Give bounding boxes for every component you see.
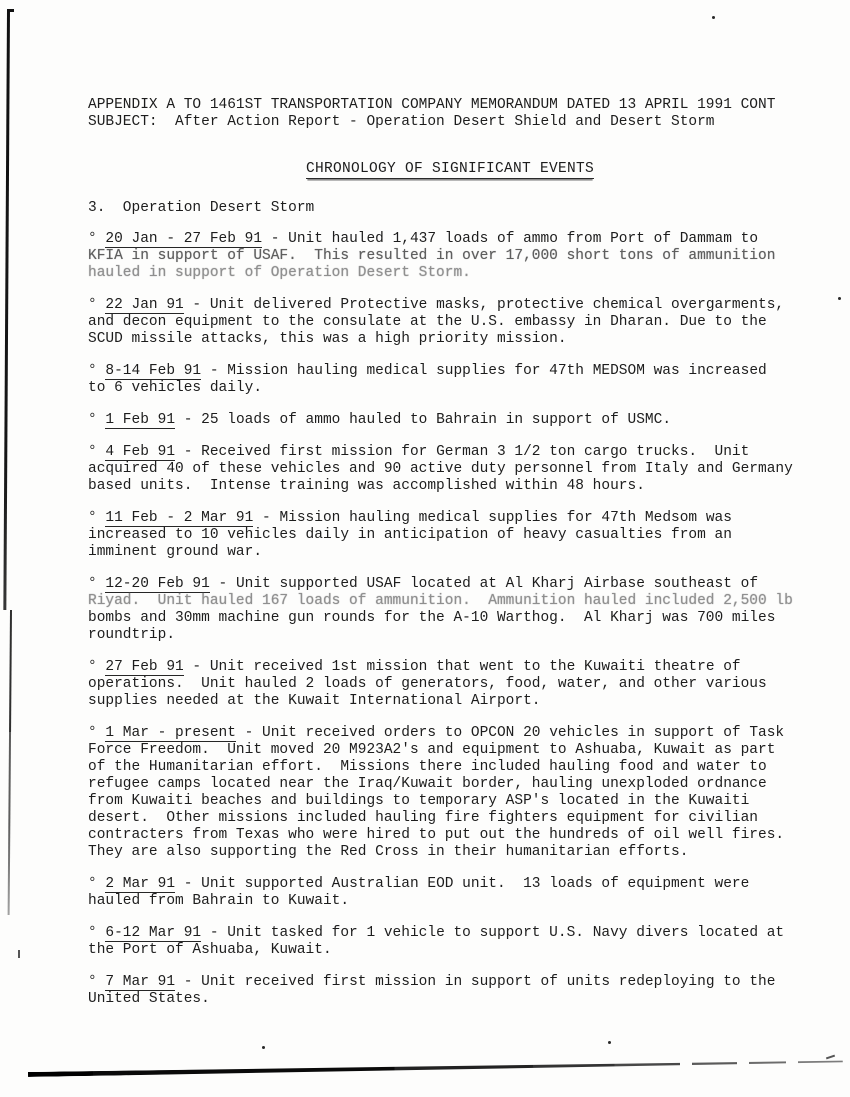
scan-artifact-left-edge	[8, 610, 12, 915]
document-content	[88, 97, 812, 1023]
event-line: Unit received 1st mission that went to the Kuwaiti theatre of	[209, 659, 741, 675]
event-date: 27 Feb 91	[105, 659, 184, 675]
event-line: SCUD missile attacks, this was a high priority mission.	[88, 331, 567, 347]
event-paragraph	[88, 444, 812, 495]
event-line: imminent ground war.	[88, 544, 263, 560]
event-paragraph	[88, 297, 812, 348]
event-date: 7 Mar 91	[105, 974, 176, 990]
event-line: 25 loads of ammo hauled to Bahrain in support of USMC.	[201, 412, 672, 428]
bullet-marker: °	[88, 510, 106, 526]
bullet-marker: °	[88, 925, 106, 941]
bullet-marker: °	[88, 659, 106, 675]
event-line: of the Humanitarian effort. Missions there included hauling food and water to	[88, 759, 767, 775]
event-line: the Port of Ashuaba, Kuwait.	[88, 942, 332, 958]
event-date: 1 Mar - present	[105, 725, 236, 741]
event-paragraph	[88, 876, 812, 910]
event-line: Mission hauling medical supplies for 47th Medsom was	[279, 510, 732, 526]
bullet-marker: °	[88, 231, 106, 247]
event-line: roundtrip.	[88, 627, 176, 643]
event-line: They are also supporting the Red Cross in their humanitarian efforts.	[88, 844, 689, 860]
bullet-marker: °	[88, 363, 106, 379]
date-separator: -	[209, 576, 236, 592]
scan-speck	[18, 950, 20, 958]
bullet-marker: °	[88, 444, 106, 460]
event-line: United States.	[88, 991, 210, 1007]
date-separator: -	[175, 444, 202, 460]
event-date: 4 Feb 91	[105, 444, 176, 460]
scan-speck	[838, 297, 841, 300]
event-line: bombs and 30mm machine gun rounds for the A-10 Warthog. Al Kharj was 700 miles	[88, 610, 776, 626]
event-line: hauled from Bahrain to Kuwait.	[88, 893, 350, 909]
event-line: operations. Unit hauled 2 loads of generators, food, water, and other various	[88, 676, 767, 692]
event-line: Mission hauling medical supplies for 47th MEDSOM was increased	[227, 363, 767, 379]
event-date: 2 Mar 91	[105, 876, 176, 892]
event-line: desert. Other missions included hauling fire fighters equipment for civilian	[88, 810, 759, 826]
event-date: 8-14 Feb 91	[105, 363, 202, 379]
event-line: Unit received orders to OPCON 20 vehicles in support of Task	[262, 725, 785, 741]
event-paragraph	[88, 725, 812, 861]
bullet-marker: °	[88, 725, 106, 741]
events-list	[88, 231, 812, 1008]
event-paragraph	[88, 659, 812, 710]
event-line: refugee camps located near the Iraq/Kuwait border, hauling unexploded ordnance	[88, 776, 767, 792]
event-date: 12-20 Feb 91	[105, 576, 210, 592]
event-line: Unit delivered Protective masks, protective chemical overgarments,	[209, 297, 785, 313]
page-title: CHRONOLOGY OF SIGNIFICANT EVENTS	[305, 161, 595, 177]
scan-artifact	[826, 1055, 835, 1060]
scan-speck	[262, 1046, 265, 1049]
date-separator: -	[183, 659, 210, 675]
event-paragraph	[88, 231, 812, 282]
event-date: 22 Jan 91	[105, 297, 184, 313]
event-line: based units. Intense training was accomplished within 48 hours.	[88, 478, 645, 494]
bullet-marker: °	[88, 974, 106, 990]
scan-artifact-left-edge	[3, 10, 10, 610]
bullet-marker: °	[88, 297, 106, 313]
event-line: and decon equipment to the consulate at the U.S. embassy in Dharan. Due to the	[88, 314, 767, 330]
date-separator: -	[235, 725, 263, 741]
event-line: hauled in support of Operation Desert Storm.	[88, 265, 471, 281]
event-line: KFIA in support of USAF. This resulted in over 17,000 short tons of ammunition	[88, 248, 776, 264]
event-line: Received first mission for German 3 1/2 ton cargo trucks. Unit	[201, 444, 750, 460]
event-line: Riyad. Unit hauled 167 loads of ammunition. Ammunition hauled included 2,500 lb	[88, 593, 793, 609]
date-separator: -	[175, 876, 202, 892]
scan-speck	[608, 1041, 611, 1044]
event-paragraph	[88, 510, 812, 561]
date-separator: -	[183, 297, 210, 313]
bullet-marker: °	[88, 576, 106, 592]
event-line: supplies needed at the Kuwait International Airport.	[88, 693, 541, 709]
date-separator: -	[201, 925, 228, 941]
section-title: 3. Operation Desert Storm	[88, 200, 315, 216]
bullet-marker: °	[88, 876, 106, 892]
bullet-marker: °	[88, 412, 106, 428]
date-separator: -	[175, 412, 202, 428]
event-paragraph	[88, 363, 812, 397]
event-line: Unit received first mission in support of units redeploying to the	[201, 974, 776, 990]
header-line-2: SUBJECT: After Action Report - Operation Desert Shield and Desert Storm	[88, 114, 715, 130]
event-paragraph	[88, 576, 812, 644]
date-separator: -	[201, 363, 228, 379]
event-line: Force Freedom. Unit moved 20 M923A2's and equipment to Ashuaba, Kuwait as part	[88, 742, 776, 758]
date-separator: -	[262, 231, 289, 247]
heading-row	[88, 159, 812, 179]
event-date: 6-12 Mar 91	[105, 925, 202, 941]
header-line-1: APPENDIX A TO 1461ST TRANSPORTATION COMPANY MEMORANDUM DATED 13 APRIL 1991 CONT	[88, 97, 776, 113]
date-separator: -	[253, 510, 280, 526]
event-line: Unit supported Australian EOD unit. 13 loads of equipment were	[201, 876, 750, 892]
event-date: 20 Jan - 27 Feb 91	[105, 231, 263, 247]
event-line: acquired 40 of these vehicles and 90 active duty personnel from Italy and Germany	[88, 461, 793, 477]
event-line: Unit supported USAF located at Al Kharj Airbase southeast of	[235, 576, 759, 592]
event-line: increased to 10 vehicles daily in anticipation of heavy casualties from an	[88, 527, 732, 543]
event-line: contracters from Texas who were hired to put out the hundreds of oil well fires.	[88, 827, 785, 843]
event-paragraph	[88, 412, 812, 429]
event-line: Unit tasked for 1 vehicle to support U.S. Navy divers located at	[227, 925, 785, 941]
event-paragraph	[88, 925, 812, 959]
event-line: from Kuwaiti beaches and buildings to temporary ASP's located in the Kuwaiti	[88, 793, 750, 809]
event-line: to 6 vehicles daily.	[88, 380, 263, 396]
event-date: 11 Feb - 2 Mar 91	[105, 510, 254, 526]
event-paragraph	[88, 974, 812, 1008]
event-date: 1 Feb 91	[105, 412, 176, 428]
scan-artifact-bottom-rule	[28, 1059, 843, 1077]
event-line: Unit hauled 1,437 loads of ammo from Port of Dammam to	[288, 231, 759, 247]
date-separator: -	[175, 974, 202, 990]
scan-speck	[712, 16, 715, 19]
